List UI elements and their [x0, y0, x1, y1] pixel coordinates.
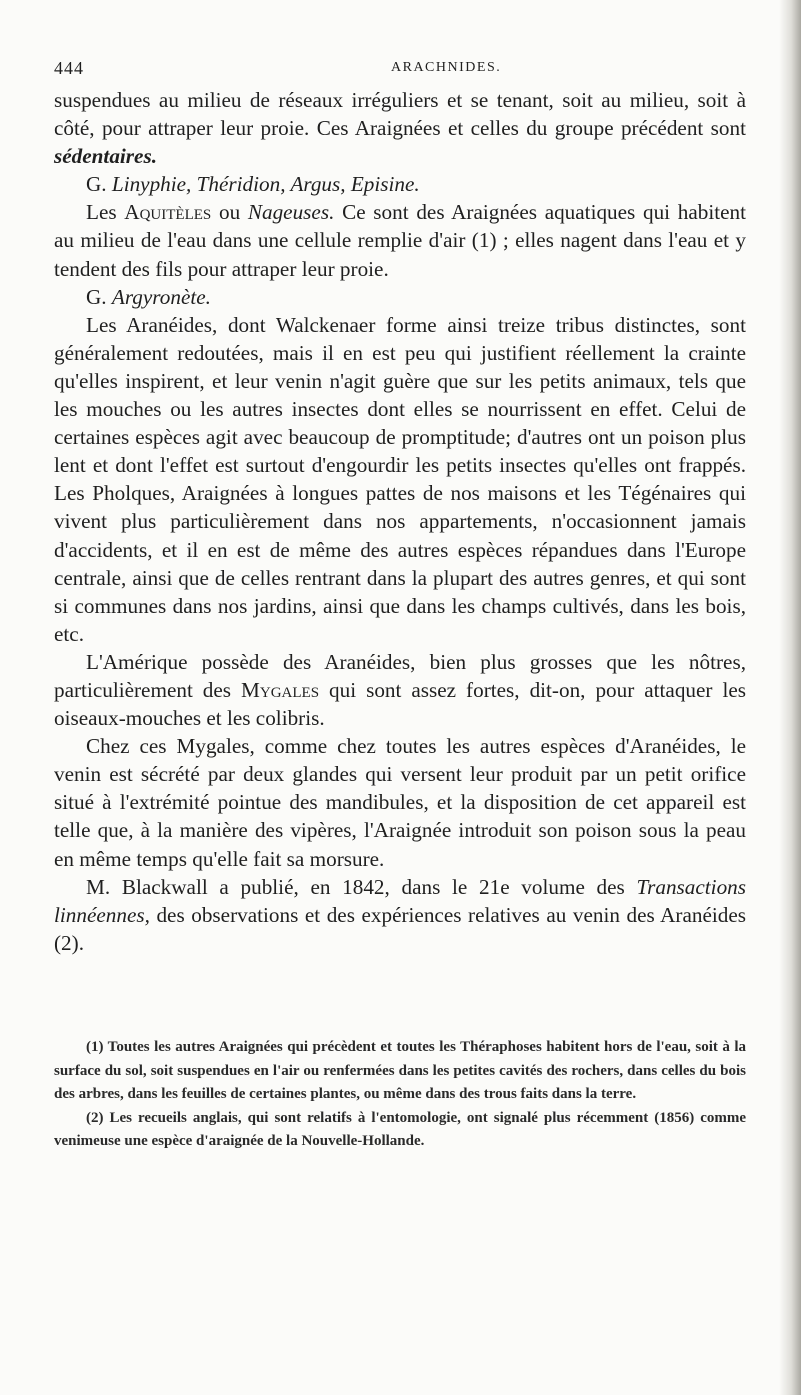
paragraph-araneides: Les Aranéides, dont Walckenaer forme ainsi treize tribus distinctes, sont généralement redoutées, mais il en est peu qui justifient réellement la crainte qu'elles inspirent, et leur venin n'agit guère que sur les petits animaux, tels que les mouches ou les autres insectes dont elles se nourrissent en effet. Celui de certaines espèces agit avec beaucoup de promptitude; d'autres ont un poison plus lent et dont l'effet est surtout d'engourdir les petits insectes qu'elles ont frappés. Les Pholques, Araignées à longues pattes de nos maisons et les Tégénaires qui vivent plus particulièrement dans nos appartements, n'occasionnent jamais d'accidents, et il en est de même des autres espèces répandues dans l'Europe centrale, ainsi que de celles rentrant dans la plupart des autres genres, et qui sont si communes dans nos jardins, ainsi que dans les champs cultivés, dans les bois, etc. — [54, 312, 746, 646]
paragraph-aquiteles: Les Aquitèles ou Nageuses. Ce sont des Araignées aquatiques qui habitent au milieu de l'eau dans une cellule remplie d'air (1) ; elles nagent dans l'eau et y tendent des fils pour attraper leur proie. — [54, 200, 747, 281]
running-title: ARACHNIDES. — [391, 60, 502, 75]
body-text — [54, 86, 746, 957]
footnotes — [54, 1036, 746, 1154]
page-number: 444 — [54, 58, 84, 78]
page-edge-shadow — [779, 0, 801, 1395]
paragraph-amerique: L'Amérique possède des Aranéides, bien plus grosses que les nôtres, particulièrement des Mygales qui sont assez fortes, dit-on, pour attaquer les oiseaux-mouches et les colibris. — [54, 649, 746, 731]
paragraph-blackwall: M. Blackwall a publié, en 1842, dans le 21e volume des Transactions linnéennes, des observations et des expériences relatives au venin des Aranéides (2). — [54, 874, 746, 955]
paragraph-1: suspendues au milieu de réseaux irréguliers et se tenant, soit au milieu, soit à côté, pour attraper leur proie. Ces Araignées et celles du groupe précédent sont sédentaires. — [54, 88, 746, 169]
footnote-2: (2) Les recueils anglais, qui sont relatifs à l'entomologie, ont signalé plus récemment (1856) comme venimeuse une espèce d'araignée de la Nouvelle-Hollande. — [54, 1109, 746, 1149]
page-header — [54, 58, 754, 82]
footnote-1: (1) Toutes les autres Araignées qui précèdent et toutes les Théraphoses habitent hors de l'eau, soit à la surface du sol, soit suspendues en l'air ou renfermées dans les petites cavités des rochers, dans celles du bois des arbres, dans les feuilles de certaines plantes, ou même dans des trous faits dans la terre. — [54, 1039, 746, 1102]
genus-list-2: G. Argyronète. — [86, 284, 211, 309]
genus-list-1: G. Linyphie, Théridion, Argus, Episine. — [86, 172, 420, 197]
paragraph-mygales: Chez ces Mygales, comme chez toutes les autres espèces d'Aranéides, le venin est sécrété par deux glandes qui versent leur produit par un petit orifice situé à l'extrémité pointue des mandibules, et la disposition de cet appareil est telle que, à la manière des vipères, l'Araignée introduit son poison sous la peau en même temps qu'elle fait sa morsure. — [54, 734, 746, 871]
